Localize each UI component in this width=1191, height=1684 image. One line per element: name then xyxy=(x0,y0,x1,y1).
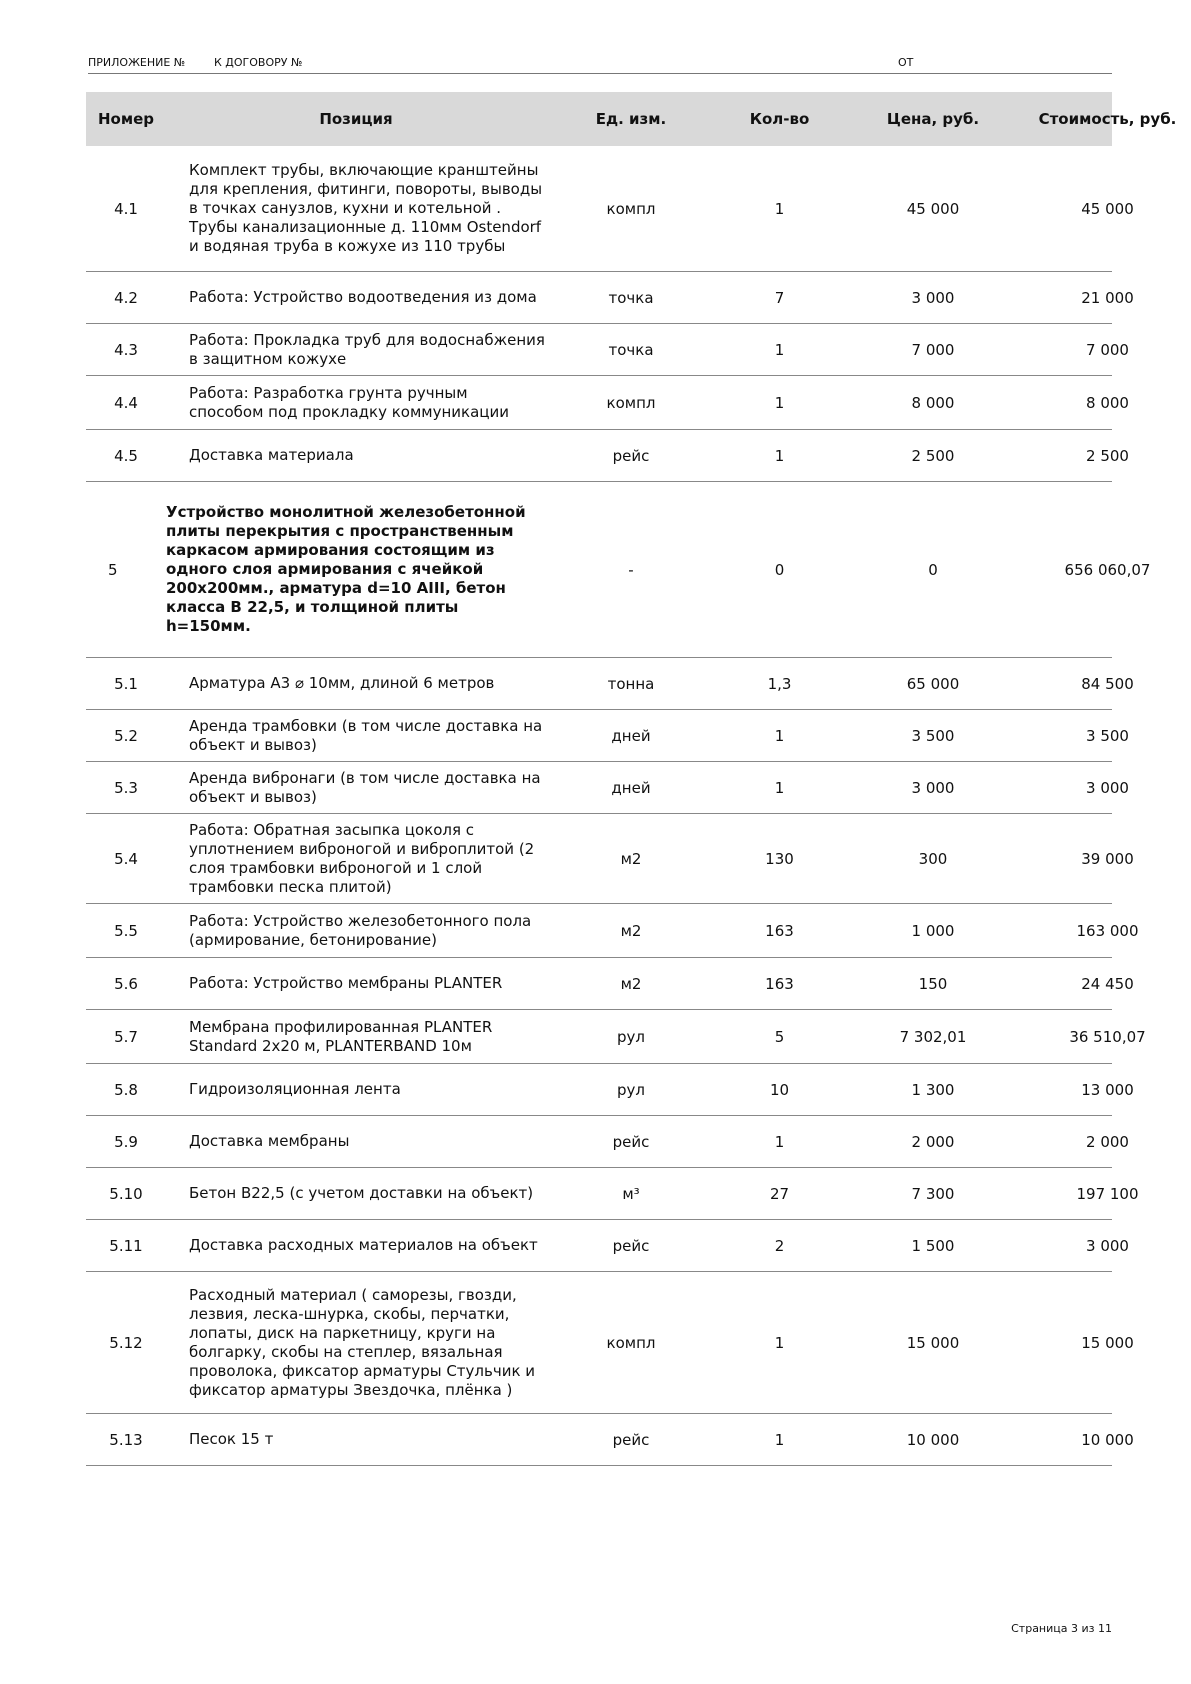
row-price: 45 000 xyxy=(906,199,960,218)
row-quantity: 2 xyxy=(774,1236,785,1255)
table-row xyxy=(86,814,1134,904)
row-position: Работа: Устройство водоотведения из дома xyxy=(189,288,537,306)
row-quantity: 1 xyxy=(774,446,785,465)
row-number: 5.6 xyxy=(114,974,138,993)
row-cost: 21 000 xyxy=(1081,288,1134,307)
row-quantity: 7 xyxy=(774,288,785,307)
row-position: Устройство монолитной железобетонной плиты перекрытия с пространственным каркасом армирования состоящим из одного слоя армирования с ячейкой 200х200мм., арматура d=10 AIII, бетон класса В 22,5, и толщиной плиты h=150мм. xyxy=(166,503,526,635)
row-unit: компл xyxy=(606,199,656,218)
table-row xyxy=(86,958,1134,1010)
row-price: 7 000 xyxy=(911,340,955,359)
row-unit: дней xyxy=(611,778,651,797)
row-unit: точка xyxy=(608,340,654,359)
row-unit: точка xyxy=(608,288,654,307)
table-row xyxy=(86,1220,1129,1272)
row-unit: рул xyxy=(617,1080,645,1099)
row-cost: 3 000 xyxy=(1086,1236,1129,1255)
row-position: Доставка расходных материалов на объект xyxy=(189,1236,538,1254)
row-price: 3 000 xyxy=(911,778,955,797)
row-quantity: 1 xyxy=(774,778,785,797)
row-quantity: 130 xyxy=(765,849,794,868)
row-price: 150 xyxy=(918,974,948,993)
row-price: 3 500 xyxy=(911,726,955,745)
row-unit: м2 xyxy=(620,849,642,868)
row-quantity: 1 xyxy=(774,1333,785,1352)
row-price: 1 300 xyxy=(911,1080,955,1099)
row-position: Аренда вибронаги (в том числе доставка на объект и вывоз) xyxy=(189,768,541,806)
table-row xyxy=(86,1168,1139,1220)
col-position: Позиция xyxy=(319,109,393,128)
row-number: 5.13 xyxy=(109,1430,143,1449)
row-position: Аренда трамбовки (в том числе доставка на объект и вывоз) xyxy=(189,716,543,754)
row-number: 4.3 xyxy=(114,340,138,359)
row-price: 7 302,01 xyxy=(899,1027,967,1046)
row-quantity: 1 xyxy=(774,1132,785,1151)
row-position: Работа: Устройство мембраны PLANTER xyxy=(189,974,503,992)
row-number: 5.3 xyxy=(114,778,138,797)
row-quantity: 1 xyxy=(774,199,785,218)
table-row xyxy=(86,430,1129,482)
row-price: 8 000 xyxy=(911,393,955,412)
row-number: 4.2 xyxy=(114,288,138,307)
row-number: 4.5 xyxy=(114,446,138,465)
row-price: 2 000 xyxy=(911,1132,955,1151)
row-number: 5.8 xyxy=(114,1080,138,1099)
row-number: 4.1 xyxy=(114,199,138,218)
row-number: 5.7 xyxy=(114,1027,138,1046)
contract-label: К ДОГОВОРУ № xyxy=(214,56,303,69)
row-cost: 3 000 xyxy=(1086,778,1129,797)
row-unit: м2 xyxy=(620,921,642,940)
row-unit: рейс xyxy=(612,1430,650,1449)
row-number: 5.12 xyxy=(109,1333,143,1352)
row-unit: рейс xyxy=(612,446,650,465)
page-header xyxy=(88,54,1112,74)
row-quantity: 163 xyxy=(765,974,794,993)
col-cost: Стоимость, руб. xyxy=(1038,110,1177,128)
table-row xyxy=(86,324,1129,376)
table-row xyxy=(86,710,1129,762)
row-position: Комплект трубы, включающие кранштейны для крепления, фитинги, повороты, выводы в точках санузлов, кухни и котельной . Трубы канализационные д. 110мм Ostendorf и водяная труба в кожухе из 110 трубы xyxy=(189,161,543,255)
row-quantity: 1 xyxy=(774,340,785,359)
page-number: Страница 3 из 11 xyxy=(1011,1622,1112,1635)
row-quantity: 1 xyxy=(774,726,785,745)
row-quantity: 10 xyxy=(769,1080,790,1099)
row-position: Доставка мембраны xyxy=(189,1132,350,1150)
table-row xyxy=(86,146,1134,272)
row-number: 5.1 xyxy=(114,674,138,693)
row-number: 5.11 xyxy=(109,1236,143,1255)
row-cost: 10 000 xyxy=(1081,1430,1134,1449)
row-cost: 13 000 xyxy=(1081,1080,1134,1099)
row-price: 3 000 xyxy=(911,288,955,307)
row-cost: 3 500 xyxy=(1086,726,1129,745)
row-cost: 15 000 xyxy=(1081,1333,1134,1352)
row-unit: рейс xyxy=(612,1132,650,1151)
row-number: 5.5 xyxy=(114,921,138,940)
table-row xyxy=(86,1116,1129,1168)
row-quantity: 27 xyxy=(769,1184,790,1203)
row-quantity: 163 xyxy=(765,921,794,940)
col-price: Цена, руб. xyxy=(886,110,980,128)
row-price: 10 000 xyxy=(906,1430,960,1449)
row-price: 65 000 xyxy=(906,674,960,693)
row-position: Доставка материала xyxy=(189,446,354,464)
table-header xyxy=(86,92,1177,146)
row-cost: 24 450 xyxy=(1081,974,1134,993)
row-cost: 2 000 xyxy=(1086,1132,1129,1151)
table-row xyxy=(86,1064,1134,1116)
row-quantity: 5 xyxy=(774,1027,785,1046)
col-unit: Ед. изм. xyxy=(595,110,667,128)
row-unit: - xyxy=(628,560,634,579)
row-number: 5.10 xyxy=(109,1184,143,1203)
row-position: Бетон В22,5 (с учетом доставки на объект) xyxy=(189,1184,534,1202)
row-unit: дней xyxy=(611,726,651,745)
row-number: 5.9 xyxy=(114,1132,138,1151)
row-position: Работа: Устройство железобетонного пола (армирование, бетонирование) xyxy=(189,911,532,949)
row-quantity: 1,3 xyxy=(767,674,792,693)
table-row xyxy=(86,272,1134,324)
row-price: 15 000 xyxy=(906,1333,960,1352)
row-quantity: 0 xyxy=(774,560,785,579)
section-row xyxy=(86,482,1151,658)
table-body xyxy=(86,146,1151,1466)
row-cost: 163 000 xyxy=(1076,921,1139,940)
row-position: Работа: Прокладка труб для водоснабжения в защитном кожухе xyxy=(189,330,545,368)
row-quantity: 1 xyxy=(774,1430,785,1449)
row-cost: 2 500 xyxy=(1086,446,1129,465)
row-price: 2 500 xyxy=(911,446,955,465)
row-cost: 45 000 xyxy=(1081,199,1134,218)
row-price: 300 xyxy=(918,849,948,868)
row-position: Мембрана профилированная PLANTER Standard 2х20 м, PLANTERBAND 10м xyxy=(189,1017,493,1055)
table-row xyxy=(86,376,1129,430)
row-position: Песок 15 т xyxy=(189,1430,274,1448)
table-row xyxy=(86,658,1134,710)
row-position: Арматура А3 ⌀ 10мм, длиной 6 метров xyxy=(189,674,495,692)
row-unit: рейс xyxy=(612,1236,650,1255)
row-cost: 39 000 xyxy=(1081,849,1134,868)
row-cost: 84 500 xyxy=(1081,674,1134,693)
row-position: Гидроизоляционная лента xyxy=(189,1080,401,1098)
table-row xyxy=(86,1010,1146,1064)
row-cost: 36 510,07 xyxy=(1069,1027,1146,1046)
col-quantity: Кол-во xyxy=(749,110,810,128)
from-label: ОТ xyxy=(898,56,914,69)
row-unit: рул xyxy=(617,1027,645,1046)
row-unit: компл xyxy=(606,1333,656,1352)
row-price: 7 300 xyxy=(911,1184,955,1203)
row-number: 5.4 xyxy=(114,849,138,868)
row-position: Работа: Обратная засыпка цоколя с уплотнением виброногой и виброплитой (2 слоя трамбовки виброногой и 1 слой трамбовки песка плитой) xyxy=(189,820,535,896)
row-unit: компл xyxy=(606,393,656,412)
table-row xyxy=(86,904,1139,958)
row-price: 0 xyxy=(928,560,938,579)
row-number: 5 xyxy=(108,560,118,579)
row-price: 1 000 xyxy=(911,921,955,940)
estimate-table xyxy=(86,92,1177,1466)
table-row xyxy=(86,762,1129,814)
row-cost: 197 100 xyxy=(1076,1184,1139,1203)
table-row xyxy=(86,1414,1134,1466)
table-row xyxy=(86,1272,1134,1414)
row-quantity: 1 xyxy=(774,393,785,412)
row-number: 4.4 xyxy=(114,393,138,412)
row-position: Расходный материал ( саморезы, гвозди, лезвия, леска-шнурка, скобы, перчатки, лопаты, диск на паркетницу, круги на болгарку, скобы на степлер, вязальная проволока, фиксатор арматуры Стульчик и фиксатор арматуры Звездочка, плёнка ) xyxy=(189,1285,536,1399)
row-cost: 7 000 xyxy=(1086,340,1129,359)
col-number: Номер xyxy=(97,110,155,128)
row-cost: 8 000 xyxy=(1086,393,1129,412)
row-price: 1 500 xyxy=(911,1236,955,1255)
row-cost: 656 060,07 xyxy=(1064,560,1151,579)
row-number: 5.2 xyxy=(114,726,138,745)
row-unit: тонна xyxy=(607,674,655,693)
appendix-label: ПРИЛОЖЕНИЕ № xyxy=(88,56,186,69)
row-position: Работа: Разработка грунта ручным способом под прокладку коммуникации xyxy=(189,383,509,421)
row-unit: м³ xyxy=(622,1184,640,1203)
row-unit: м2 xyxy=(620,974,642,993)
